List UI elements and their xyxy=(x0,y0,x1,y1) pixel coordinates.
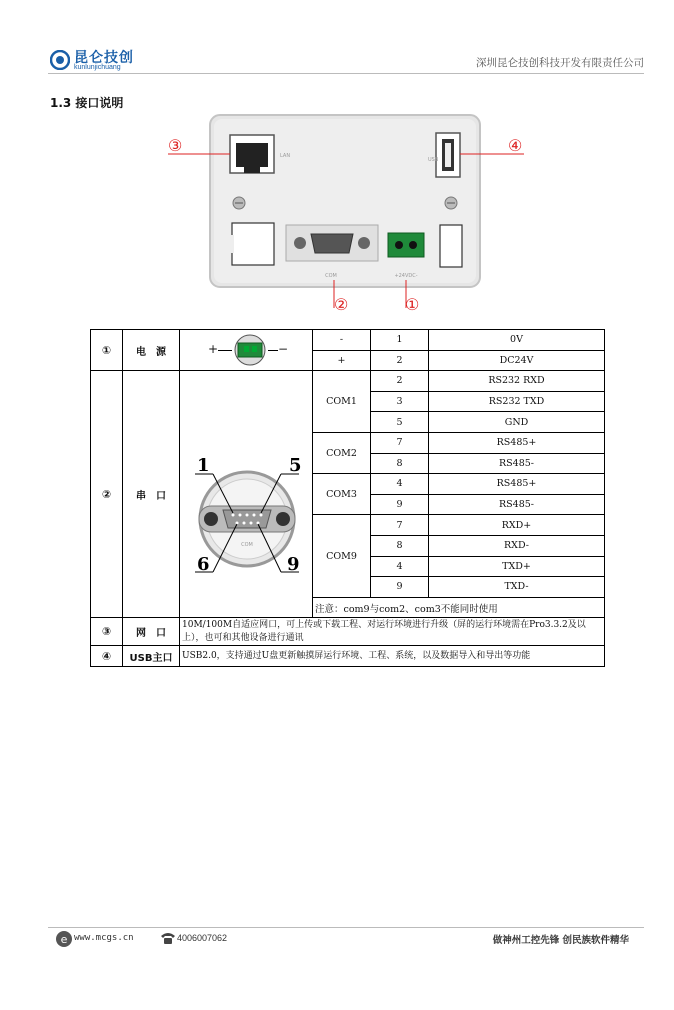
table-row xyxy=(91,618,605,646)
signal-cell: RXD- xyxy=(429,535,605,556)
minus-symbol: − xyxy=(278,342,289,357)
row-name: 串 口 xyxy=(123,371,180,618)
pin-cell: 9 xyxy=(371,577,429,598)
signal-cell: DC24V xyxy=(429,350,605,371)
port-cell: + xyxy=(313,350,371,371)
serial-note: 注意：com9与com2、com3不能同时使用 xyxy=(313,597,605,618)
table-row xyxy=(91,371,605,392)
port-cell: COM2 xyxy=(313,432,371,473)
svg-text:e: e xyxy=(60,933,68,946)
svg-text:LAN: LAN xyxy=(280,153,291,159)
port-cell: COM3 xyxy=(313,474,371,515)
footer-divider xyxy=(48,927,644,928)
signal-cell: RS485- xyxy=(429,494,605,515)
row-name: 网 口 xyxy=(123,618,180,646)
callout-2: ② xyxy=(334,295,349,314)
pin-cell: 7 xyxy=(371,432,429,453)
row-no: ① xyxy=(91,330,123,371)
interface-table xyxy=(90,329,605,667)
power-picture-cell xyxy=(180,330,313,371)
usb-description: USB2.0，支持通过U盘更新触摸屏运行环境、工程、系统，以及数据导入和导出等功能 xyxy=(180,646,605,667)
callout-lines xyxy=(160,130,530,320)
power-terminal-label: +24VDC- xyxy=(394,273,418,279)
plus-symbol: + xyxy=(208,342,219,357)
signal-cell: RS485+ xyxy=(429,474,605,495)
phone-icon xyxy=(160,931,176,945)
globe-icon xyxy=(55,930,73,948)
pin-cell: 2 xyxy=(371,371,429,392)
pin-label-6: 6 xyxy=(196,554,210,576)
com-port-label: COM xyxy=(325,273,337,279)
phone-number: 4006007062 xyxy=(177,933,228,943)
pin-cell: 2 xyxy=(371,350,429,371)
logo-cn-text: 昆仑技创 xyxy=(74,50,134,66)
table-row xyxy=(91,330,605,351)
callout-3: ③ xyxy=(168,136,183,155)
website-link[interactable]: www.mcgs.cn xyxy=(74,933,134,943)
header-divider xyxy=(48,73,644,74)
port-cell: - xyxy=(313,330,371,351)
table-row xyxy=(91,646,605,667)
pin-cell: 7 xyxy=(371,515,429,536)
pin-cell: 1 xyxy=(371,330,429,351)
row-no: ④ xyxy=(91,646,123,667)
db9-label: COM xyxy=(240,542,253,549)
pin-cell: 9 xyxy=(371,494,429,515)
pin-cell: 4 xyxy=(371,474,429,495)
pin-label-5: 5 xyxy=(288,455,302,477)
signal-cell: 0V xyxy=(429,330,605,351)
power-connector-icon xyxy=(230,334,270,366)
row-no: ③ xyxy=(91,618,123,646)
signal-cell: RS485- xyxy=(429,453,605,474)
row-name: 电 源 xyxy=(123,330,180,371)
pin-cell: 8 xyxy=(371,453,429,474)
section-heading: 1.3 接口说明 xyxy=(50,96,124,110)
callout-4: ④ xyxy=(508,136,523,155)
db9-picture-cell xyxy=(180,371,313,618)
svg-text:USB: USB xyxy=(428,157,439,163)
footer-slogan: 做神州工控先锋 创民族软件精华 xyxy=(492,935,629,946)
company-name: 深圳昆仑技创科技开发有限责任公司 xyxy=(476,57,644,69)
pin-label-1: 1 xyxy=(196,455,210,477)
pin-label-9: 9 xyxy=(286,554,300,576)
company-logo-icon xyxy=(50,50,70,70)
lan-description: 10M/100M自适应网口，可上传或下载工程、对运行环境进行升级（屏的运行环境需在Pro3.3.2及以上），也可和其他设备进行通讯 xyxy=(180,618,605,646)
pin-cell: 5 xyxy=(371,412,429,433)
pin-cell: 4 xyxy=(371,556,429,577)
row-no: ② xyxy=(91,371,123,618)
signal-cell: TXD- xyxy=(429,577,605,598)
port-cell: COM1 xyxy=(313,371,371,433)
logo-en-text: kunlunjichuang xyxy=(74,64,121,71)
callout-1: ① xyxy=(405,295,420,314)
pin-cell: 8 xyxy=(371,535,429,556)
signal-cell: RXD+ xyxy=(429,515,605,536)
pin-cell: 3 xyxy=(371,391,429,412)
signal-cell: RS232 RXD xyxy=(429,371,605,392)
row-name: USB主口 xyxy=(123,646,180,667)
signal-cell: RS232 TXD xyxy=(429,391,605,412)
signal-cell: GND xyxy=(429,412,605,433)
db9-diagram xyxy=(181,394,312,594)
signal-cell: TXD+ xyxy=(429,556,605,577)
signal-cell: RS485+ xyxy=(429,432,605,453)
port-cell: COM9 xyxy=(313,515,371,597)
